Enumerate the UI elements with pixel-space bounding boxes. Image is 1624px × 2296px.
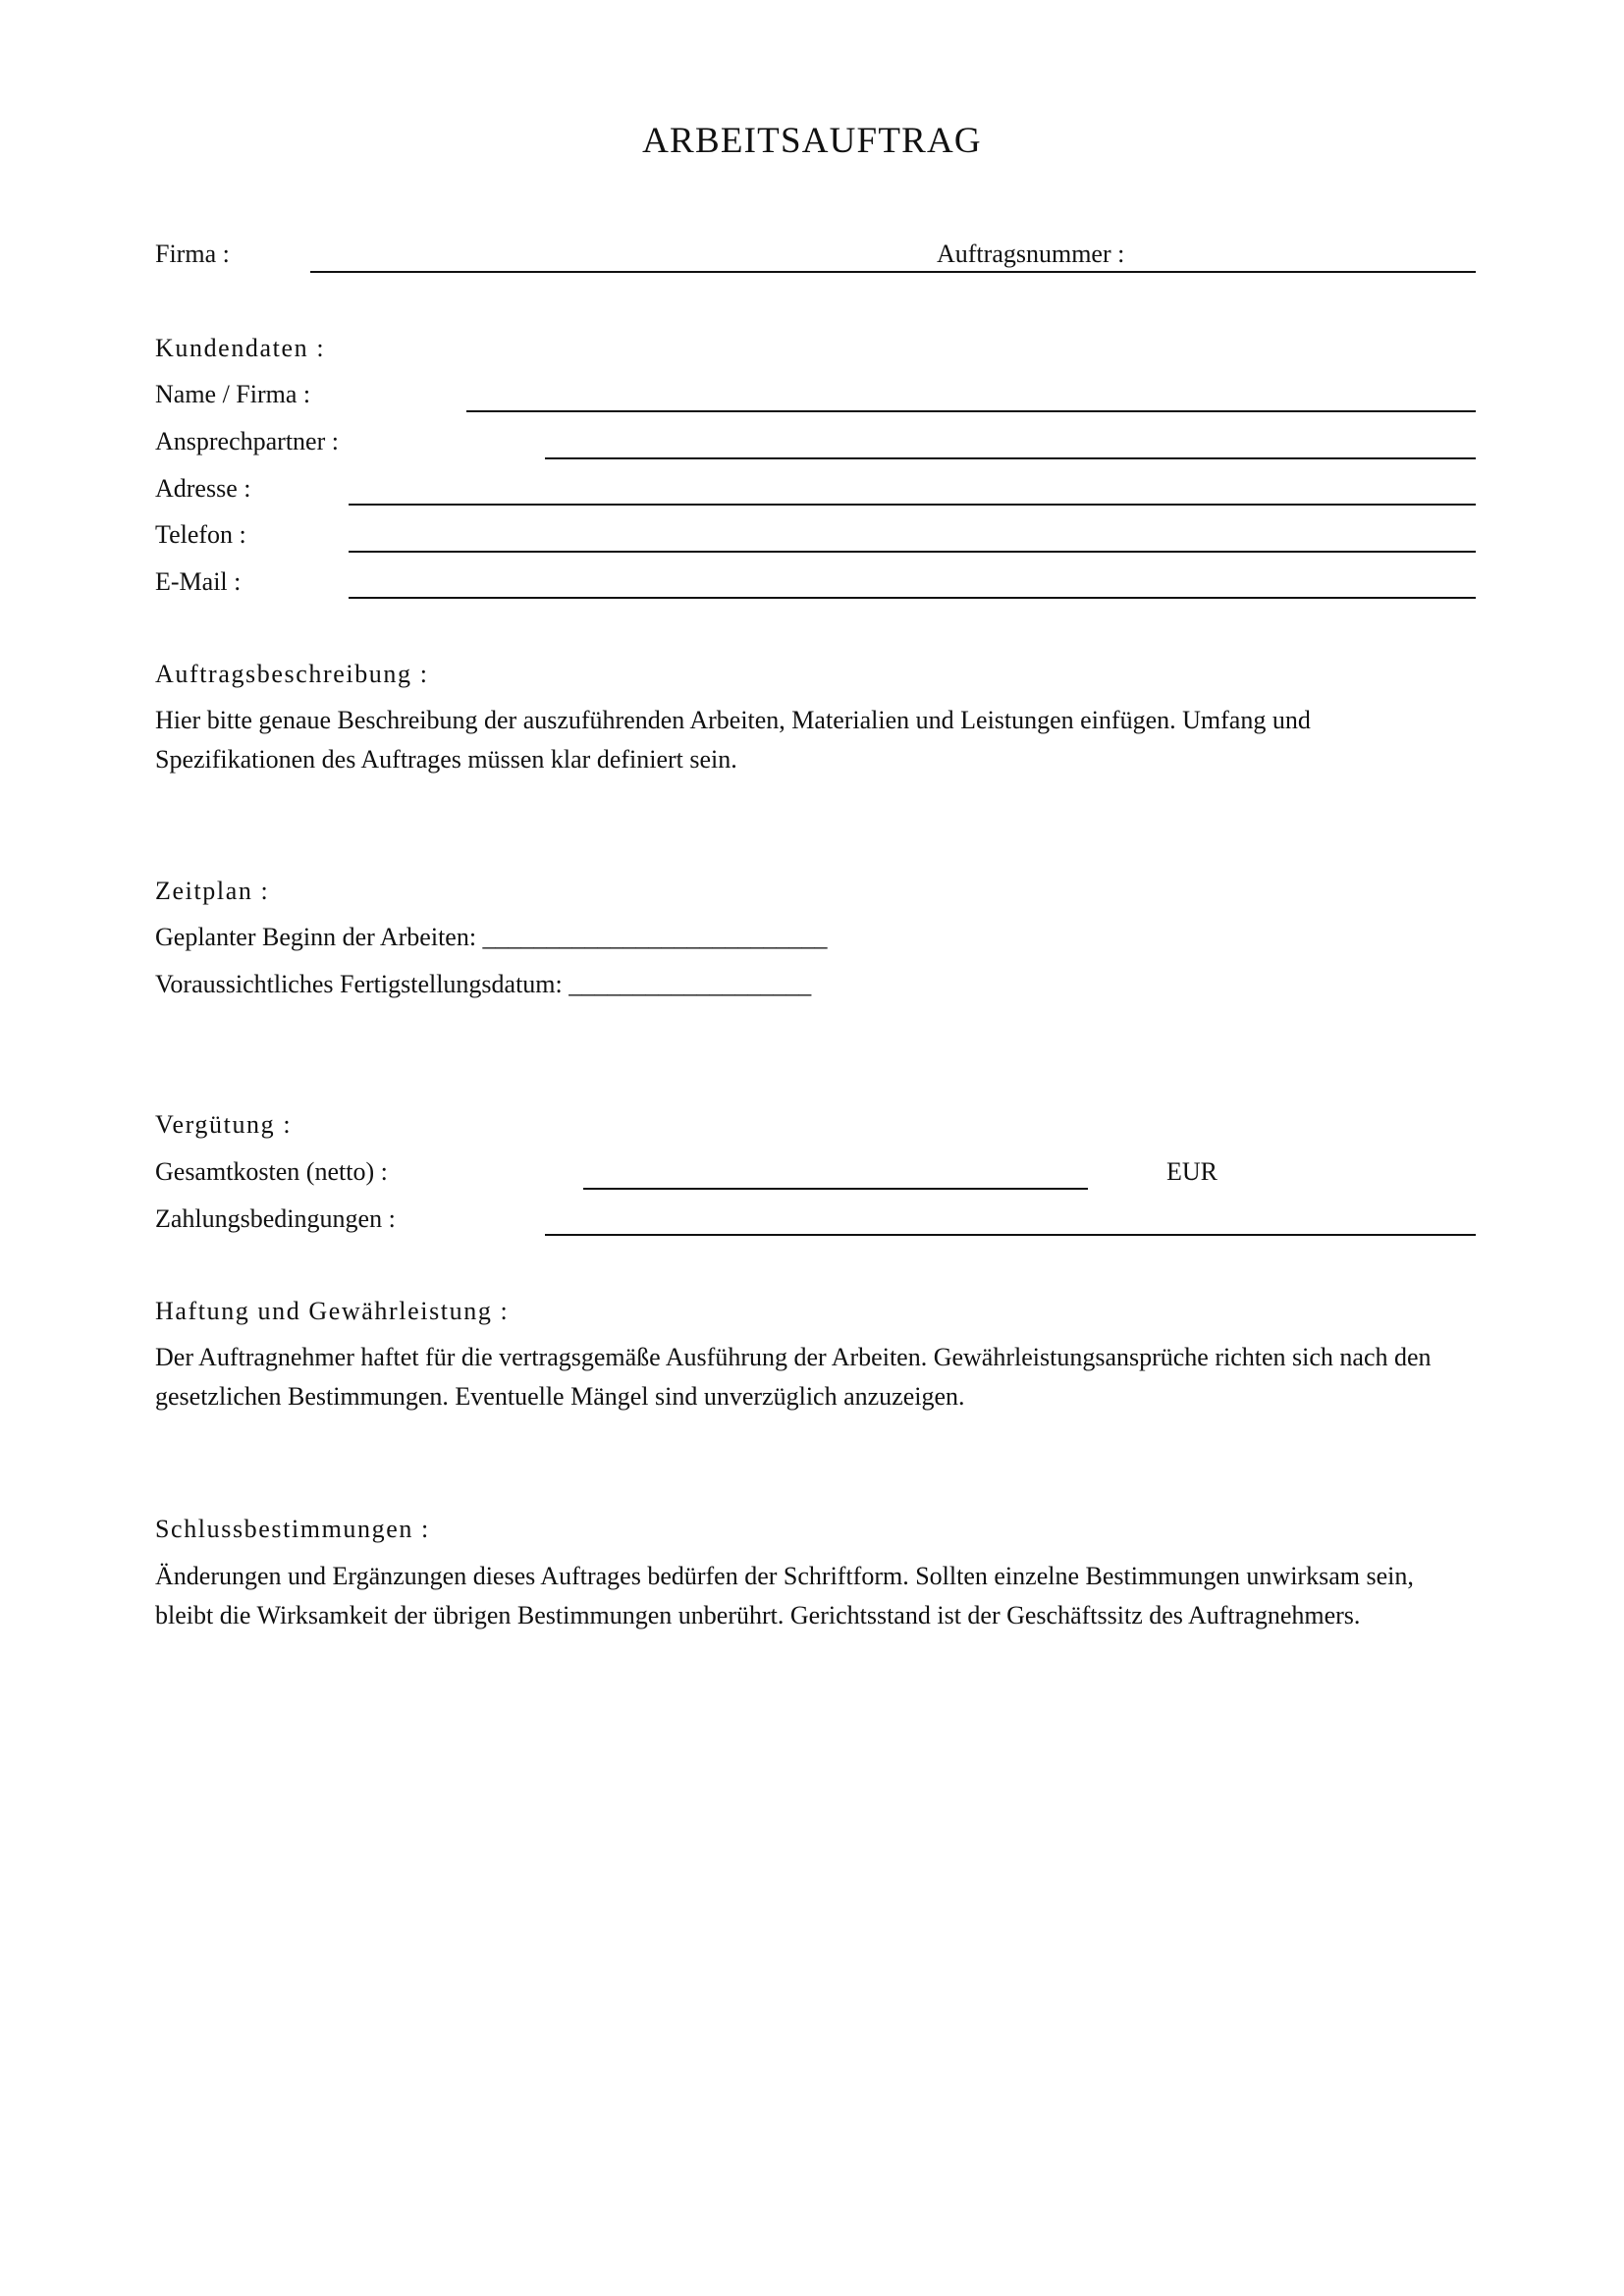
telefon-field[interactable] <box>349 551 1476 553</box>
zahlungsbedingungen-label: Zahlungsbedingungen : <box>155 1204 396 1233</box>
gesamtkosten-label: Gesamtkosten (netto) : <box>155 1157 388 1186</box>
document-title: ARBEITSAUFTRAG <box>642 121 982 161</box>
adresse-label: Adresse : <box>155 474 251 503</box>
zeitplan-heading: Zeitplan : <box>155 877 270 905</box>
haftung-text: Der Auftragnehmer haftet für die vertragsgemäße Ausführung der Arbeiten. Gewährleistungsansprüche richten sich nach den gesetzlichen Bestimmungen. Eventuelle Mängel sind unverzüglich anzuzeigen. <box>155 1343 1432 1411</box>
geplanter-beginn-line: Geplanter Beginn der Arbeiten: ___________________________ <box>155 923 828 951</box>
email-label: E-Mail : <box>155 567 242 596</box>
auftragsbeschreibung-heading: Auftragsbeschreibung : <box>155 660 429 688</box>
zahlungsbedingungen-field[interactable] <box>545 1234 1476 1236</box>
ansprechpartner-field[interactable] <box>545 457 1476 459</box>
name-firma-field[interactable] <box>466 410 1476 412</box>
firma-label: Firma : <box>155 240 230 268</box>
currency-label: EUR <box>1166 1157 1218 1186</box>
ansprechpartner-label: Ansprechpartner : <box>155 427 339 455</box>
firma-field[interactable] <box>310 271 1476 273</box>
email-field[interactable] <box>349 597 1476 599</box>
fertigstellungsdatum-line: Voraussichtliches Fertigstellungsdatum: ___________________ <box>155 970 812 998</box>
auftragsbeschreibung-text: Hier bitte genaue Beschreibung der auszuführenden Arbeiten, Materialien und Leistungen einfügen. Umfang und Spezifikationen des Auftrages müssen klar definiert sein. <box>155 706 1311 774</box>
verguetung-heading: Vergütung : <box>155 1110 293 1139</box>
schluss-text: Änderungen und Ergänzungen dieses Auftrages bedürfen der Schriftform. Sollten einzelne Bestimmungen unwirksam sein, bleibt die Wirksamkeit der übrigen Bestimmungen unberührt. Gerichtsstand ist der Geschäftssitz des Auftragnehmers. <box>155 1562 1414 1629</box>
name-firma-label: Name / Firma : <box>155 380 311 408</box>
auftragsnummer-label: Auftragsnummer : <box>933 240 1128 269</box>
gesamtkosten-field[interactable] <box>583 1188 1088 1190</box>
kundendaten-heading: Kundendaten : <box>155 334 326 362</box>
telefon-label: Telefon : <box>155 520 246 549</box>
haftung-heading: Haftung und Gewährleistung : <box>155 1297 510 1325</box>
adresse-field[interactable] <box>349 504 1476 506</box>
schluss-heading: Schlussbestimmungen : <box>155 1515 430 1543</box>
